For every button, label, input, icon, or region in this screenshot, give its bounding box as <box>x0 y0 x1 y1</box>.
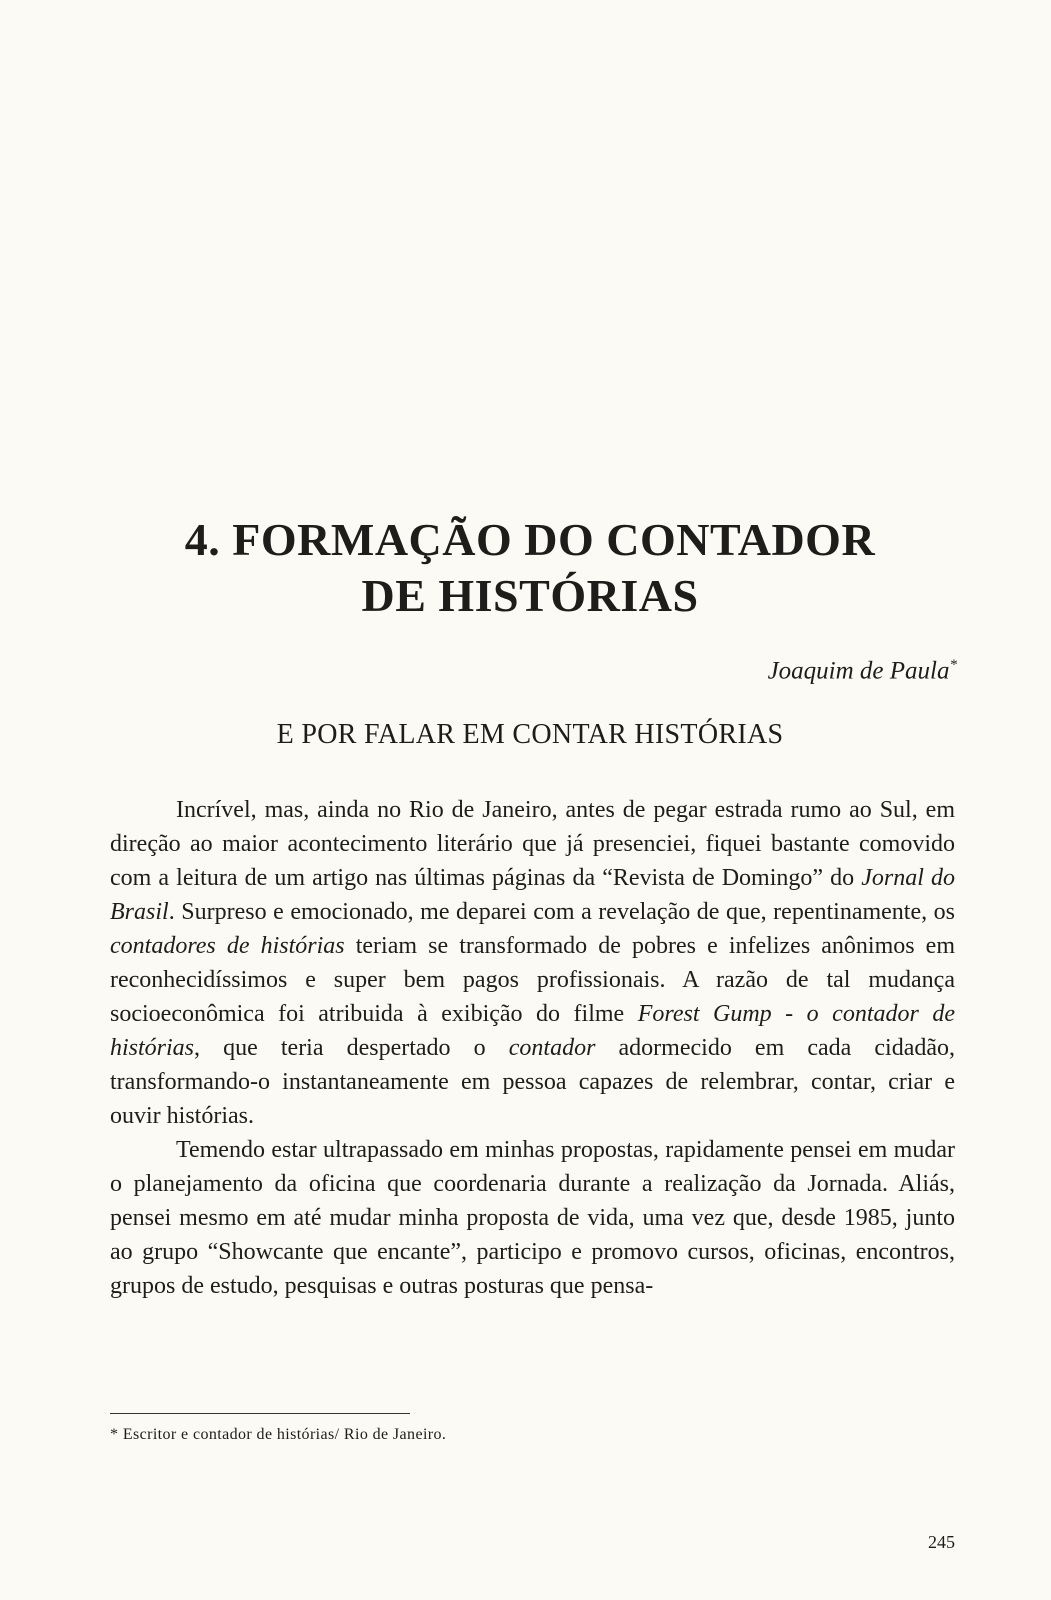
text-run: . Surpreso e emocionado, me deparei com a revelação de que, repentinamente, os <box>168 899 955 925</box>
italic-text-run: contadores de histórias <box>110 933 345 959</box>
chapter-title-line-1: 4. FORMAÇÃO DO CONTADOR <box>184 514 876 565</box>
text-run: , que teria despertado o <box>194 1035 509 1061</box>
text-run: teriam se transformado de pobres e infelizes anônimos em reconhecidíssimos e super bem pagos profissionais. A razão de tal mudança socioeconômica foi atribuida à exibição do filme <box>110 933 956 1027</box>
author-name: Joaquim de Paula <box>767 657 950 685</box>
footnote <box>110 1426 446 1444</box>
body-text <box>110 793 955 1303</box>
section-heading: E POR FALAR EM CONTAR HISTÓRIAS <box>276 719 784 750</box>
text-run: adormecido em cada cidadão, transformando-o instantaneamente em pessoa capazes de relembrar, contar, criar e ouvir histórias. <box>110 1035 956 1129</box>
paragraph <box>110 793 955 1133</box>
italic-text-run: contador <box>508 1035 596 1061</box>
chapter-title-line-2: DE HISTÓRIAS <box>361 570 699 621</box>
text-run: Incrível, mas, ainda no Rio de Janeiro, antes de pegar estrada rumo ao Sul, em direção ao maior acontecimento literário que já presenciei, fiquei bastante comovido com a leitura de um artigo nas últimas páginas da “Revista de Domingo” do <box>110 797 955 891</box>
text-run: Temendo estar ultrapassado em minhas propostas, rapidamente pensei em mudar o planejamento da oficina que coordenaria durante a realização da Jornada. Aliás, pensei mesmo em até mudar minha proposta de vida, uma vez que, desde 1985, junto ao grupo “Showcante que encante”, participo e promovo cursos, oficinas, encontros, grupos de estudo, pesquisas e outras posturas que pensa- <box>110 1137 955 1299</box>
author-byline <box>768 657 957 685</box>
footnote-text: Escritor e contador de histórias/ Rio de Janeiro. <box>122 1426 447 1443</box>
page-number: 245 <box>928 1532 955 1552</box>
italic-text-run: Jornal do Brasil <box>110 865 955 925</box>
paragraph <box>110 1133 955 1303</box>
chapter-title <box>110 512 950 624</box>
author-footnote-mark: * <box>949 657 957 673</box>
italic-text-run: Forest Gump - o contador de histórias <box>110 1001 955 1061</box>
footnote-mark: * <box>110 1426 119 1443</box>
footnote-divider <box>110 1413 410 1414</box>
